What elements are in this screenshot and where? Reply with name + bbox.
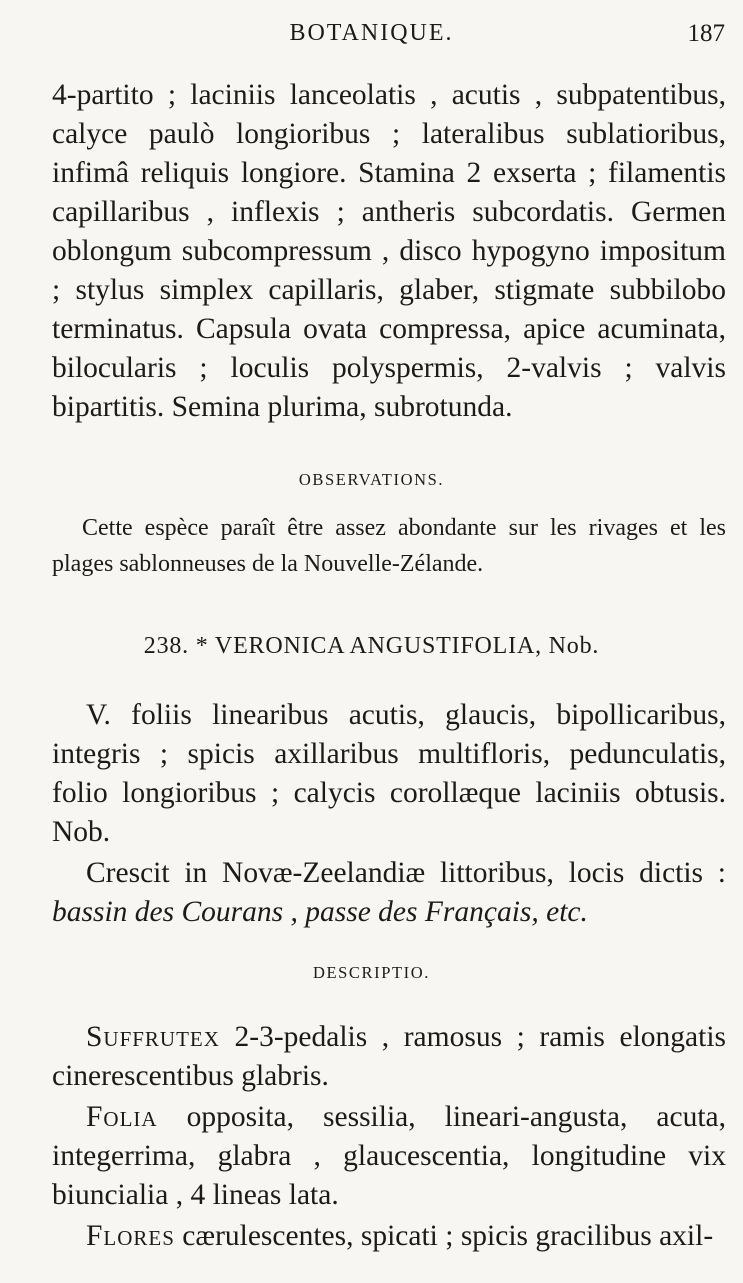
description-continued-block xyxy=(52,76,726,427)
descriptio-term: Folia xyxy=(86,1101,158,1133)
habitat-localities: bassin des Courans , passe des Français, etc. xyxy=(52,896,588,928)
descriptio-text: 2-3-pedalis , ramosus ; ramis elongatis cinerescentibus glabris. xyxy=(52,1021,726,1092)
description-continued-paragraph: 4-partito ; laciniis lanceolatis , acutis , subpatentibus, calyce paulò longioribus ; lateralibus sublatioribus, infimâ reliquis longiore. Stamina 2 exserta ; filamentis capillaribus , inflexis ; antheris subcordatis. Germen oblongum subcompressum , disco hypogyno impositum ; stylus simplex capillaris, glaber, stigmate subbilobo terminatus. Capsula ovata compressa, apice acuminata, bilocularis ; loculis polyspermis, 2-valvis ; valvis bipartitis. Semina plurima, subrotunda. xyxy=(52,79,726,423)
descriptio-paragraph-suffrutex xyxy=(52,1018,726,1096)
descriptio-paragraph-folia xyxy=(52,1098,726,1215)
species-habitat xyxy=(52,854,726,932)
descriptio-term: Flores xyxy=(86,1220,175,1252)
descriptio-text: cærulescentes, spicati ; spicis gracilibus axil- xyxy=(174,1220,714,1252)
descriptio-paragraph-flores xyxy=(52,1217,726,1256)
running-head xyxy=(0,16,743,56)
descriptio-term: Suffrutex xyxy=(86,1021,220,1053)
species-diagnosis: V. foliis linearibus acutis, glaucis, bipollicaribus, integris ; spicis axillaribus multifloris, pedunculatis, folio longioribus ; calycis corollæque laciniis obtusis. Nob. xyxy=(52,699,726,848)
page-number: 187 xyxy=(687,20,725,47)
descriptio-heading: DESCRIPTIO. xyxy=(312,963,431,982)
observations-heading: OBSERVATIONS. xyxy=(298,470,445,489)
running-title: BOTANIQUE. xyxy=(289,20,454,46)
species-block xyxy=(52,696,726,932)
habitat-text: Crescit in Novæ-Zeelandiæ littoribus, locis dictis : xyxy=(86,857,726,889)
species-heading: 238. * VERONICA ANGUSTIFOLIA, Nob. xyxy=(143,633,600,659)
descriptio-block xyxy=(52,1018,726,1256)
observations-block xyxy=(52,510,726,582)
observations-paragraph: Cette espèce paraît être assez abondante sur les rivages et les plages sablonneuses de la Nouvelle-Zélande. xyxy=(52,515,726,577)
descriptio-text: opposita, sessilia, lineari-angusta, acuta, integerrima, glabra , glaucescentia, longitudine vix biuncialia , 4 lineas lata. xyxy=(52,1101,726,1211)
